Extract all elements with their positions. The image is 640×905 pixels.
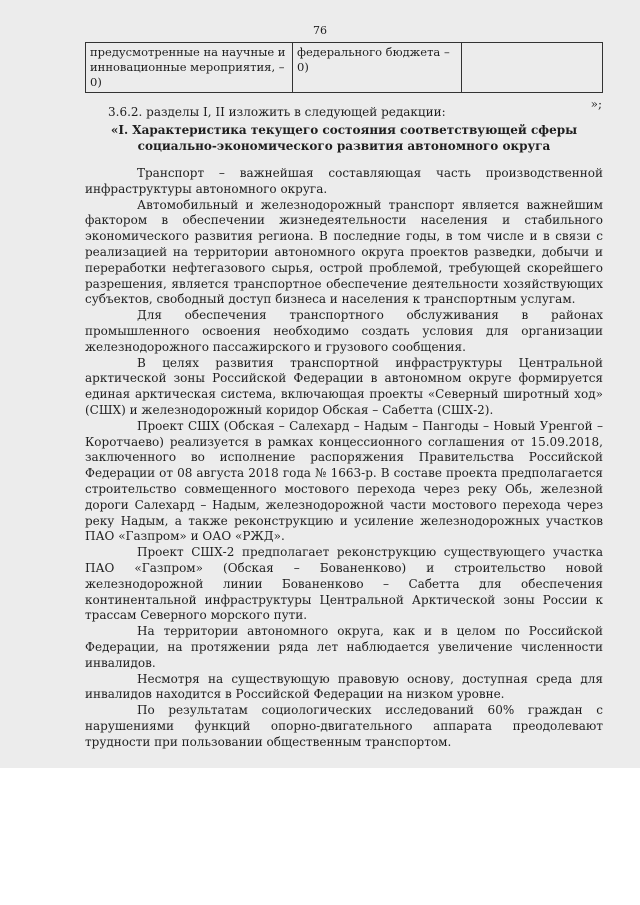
budget-table-fragment xyxy=(85,42,603,93)
body-text xyxy=(85,166,603,750)
page-number: 76 xyxy=(313,24,327,37)
section-heading xyxy=(85,122,603,154)
paragraph: В целях развития транспортной инфраструктуры Центральной арктической зоны Российской Федерации в автономном округе формируется единая арктическая система, включающая проекты «Северный широтный ход» (СШХ) и железнодорожный коридор Обская – Сабетта (СШХ-2). xyxy=(85,355,603,417)
heading-line-1: «I. Характеристика текущего состояния соответствующей сферы xyxy=(110,123,578,137)
table-cell: предусмотренные на научные и инновационные мероприятия, – 0) xyxy=(86,43,293,93)
paragraph: Несмотря на существующую правовую основу, доступная среда для инвалидов находится в Российской Федерации на низком уровне. xyxy=(85,671,603,702)
paragraph: Для обеспечения транспортного обслуживания в районах промышленного освоения необходимо создать условия для организации железнодорожного пассажирского и грузового сообщения. xyxy=(85,308,603,354)
table-cell xyxy=(462,43,603,93)
amendment-intro: 3.6.2. разделы I, II изложить в следующей редакции: xyxy=(108,105,446,119)
heading-line-2: социально-экономического развития автономного округа xyxy=(137,139,551,153)
table-cell: федерального бюджета – 0) xyxy=(293,43,462,93)
paragraph: Транспорт – важнейшая составляющая часть производственной инфраструктуры автономного округа. xyxy=(85,166,603,196)
table-row xyxy=(86,43,603,93)
paragraph: Автомобильный и железнодорожный транспорт является важнейшим фактором в обеспечении жизнедеятельности населения и стабильного экономического развития региона. В последние годы, в том числе и в связи с реализацией на территории автономного округа проектов разведки, добычи и переработки нефтегазового сырья, острой проблемой, требующей скорейшего разрешения, является транспортное обеспечение деятельности хозяйствующих субъектов, свободный доступ бизнеса и населения к транспортным услугам. xyxy=(85,197,603,307)
paragraph: По результатам социологических исследований 60% граждан с нарушениями функций опорно-двигательного аппарата преодолевают трудности при пользовании общественным транспортом. xyxy=(85,703,603,749)
paragraph: Проект СШХ-2 предполагает реконструкцию существующего участка ПАО «Газпром» (Обская – Бованенково) и строительство новой железнодорожной линии Бованенково – Сабетта для обеспечения континентальной инфраструктуры Центральной Арктической зоны России к трассам Северного морского пути. xyxy=(85,545,603,623)
closing-quote-mark: »; xyxy=(590,97,602,111)
paragraph: На территории автономного округа, как и в целом по Российской Федерации, на протяжении ряда лет наблюдается увеличение численности инвалидов. xyxy=(85,624,603,670)
paragraph: Проект СШХ (Обская – Салехард – Надым – Пангоды – Новый Уренгой – Коротчаево) реализуется в рамках концессионного соглашения от 15.09.2018, заключенного во исполнение распоряжения Правительства Российской Федерации от 08 августа 2018 года № 1663-р. В составе проекта предполагается строительство совмещенного мостового перехода через реку Обь, железной дороги Салехард – Надым, железнодорожной части мостового перехода через реку Надым, а также реконструкцию и усиление железнодорожных участков ПАО «Газпром» и ОАО «РЖД». xyxy=(85,418,603,544)
